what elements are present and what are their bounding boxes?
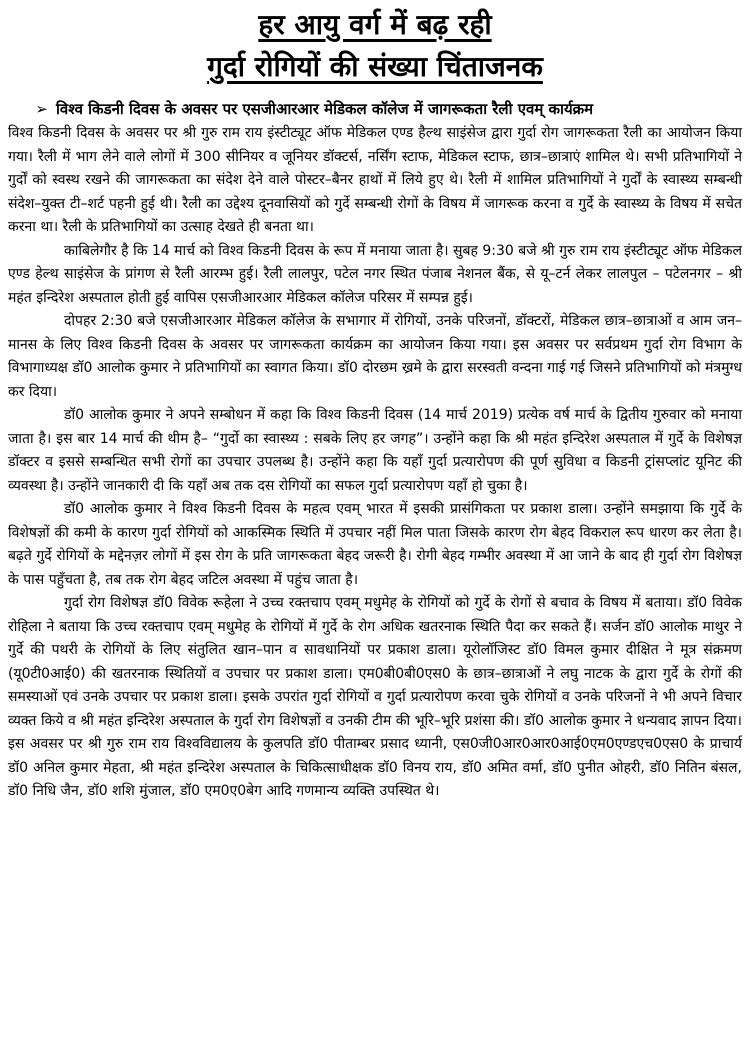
paragraph-3: दोपहर 2:30 बजे एसजीआरआर मेडिकल कॉलेज के सभागार में रोगियों, उनके परिजनों, डॉक्टरों, मेडिकल छात्र–छात्राओं व आम जन–मानस के लिए विश्व किडनी दिवस के अवसर पर जागरूकता कार्यक्रम का आयोजन किया गया। इस अवसर पर सर्वप्रथम गुर्दा रोग विभाग के विभागाध्यक्ष डॉ0 आलोक कुमार ने प्रतिभागियों का स्वागत किया। डॉ0 दोरछम ख्रमे के द्वारा सरस्वती वन्दना गाई गई जिसने प्रतिभागियों को मंत्रमुग्ध कर दिया। [8, 313, 742, 400]
paragraph-1: विश्व किडनी दिवस के अवसर पर श्री गुरु राम राय इंस्टीट्यूट ऑफ मेडिकल एण्ड हैल्थ साइंसेज द्वारा गुर्दा रोग जागरूकता रैली का आयोजन किया गया। रैली में भाग लेने वाले लोगों में 300 सीनियर व जूनियर डॉक्टर्स, नर्सिंग स्टाफ, मेडिकल स्टाफ, छात्र–छात्राएं शामिल थे। सभी प्रतिभागियों ने गुर्दों को स्वस्थ रखने की जागरूकता का संदेश देने वाले पोस्टर–बैनर हाथों में लिये हुए थे। रैली में शामिल प्रतिभागियों ने गुर्दों के स्वास्थ्य सम्बन्धी संदेश–युक्त टी–शर्ट पहनी हुई थी। रैली का उद्देश्य दूनवासियों को गुर्दे सम्बन्धी रोगों के विषय में जागरूक करना व गुर्दे के स्वास्थ्य के विषय में सचेत करना था। रैली के प्रतिभागियों का उत्साह देखते ही बनता था। [8, 125, 742, 235]
paragraph-6: गुर्दा रोग विशेषज्ञ डॉ0 विवेक रूहेला ने उच्च रक्तचाप एवम् मधुमेह के रोगियों को गुर्दे के रोगों से बचाव के विषय में बताया। डॉ0 विवेक रोहिला ने बताया कि उच्च रक्तचाप एवम् मधुमेह के रोगियों में गुर्दे के रोग अधिक खतरनाक स्थिति पैदा कर सकते हैं। सर्जन डॉ0 आलोक माथुर ने गुर्दे की पथरी के रोगियों के लिए संतुलित खान–पान व सावधानियों पर प्रकाश डाला। यूरोलॉजिस्ट डॉ0 विमल कुमार दीक्षित ने मूत्र संक्रमण (यू0टी0आई0) की खतरनाक स्थितियों व उपचार पर प्रकाश डाला। एम0बी0बी0एस0 के छात्र–छात्राओं ने लघु नाटक के द्वारा गुर्दे के रोगों की समस्याओं एवं उनके उपचार पर प्रकाश डाला। इसके उपरांत गुर्दा रोगियों व गुर्दा प्रत्यारोपण करवा चुके रोगियों व उनके परिजनों ने भी अपने विचार व्यक्त किये व श्री महंत इन्दिरेश अस्पताल के गुर्दा रोग विशेषज्ञों व उनकी टीम की भूरि–भूरि प्रशंसा की। डॉ0 आलोक कुमार ने धन्यवाद ज्ञापन दिया। इस अवसर पर श्री गुरु राम राय विश्वविद्यालय के कुलपति डॉ0 पीताम्बर प्रसाद ध्यानी, एस0जी0आर0आर0आई0एम0एण्डएच0एस0 के प्राचार्य डॉ0 अनिल कुमार मेहता, श्री महंत इन्दिरेश अस्पताल के चिकित्साधीक्षक डॉ0 विनय राय, डॉ0 अमित वर्मा, डॉ0 पुनीत ओहरी, डॉ0 नितिन बंसल, डॉ0 निधि जैन, डॉ0 शशि मुंजाल, डॉ0 एम0ए0बेग आदि गणमान्य व्यक्ति उपस्थित थे। [8, 595, 742, 799]
paragraph-2: काबिलेगौर है कि 14 मार्च को विश्व किडनी दिवस के रूप में मनाया जाता है। सुबह 9:30 बजे श्री गुरु राम राय इंस्टीट्यूट ऑफ मेडिकल एण्ड हेल्थ साइंसेज के प्रांगण से रैली आरम्भ हुई। रैली लालपुर, पटेल नगर स्थित पंजाब नेशनल बैंक, से यू–टर्न लेकर लालपुल – पटेलनगर – श्री महंत इन्दिरेश अस्पताल होती हुई वापिस एसजीआरआर मेडिकल कॉलेज परिसर में सम्पन्न हुई। [8, 242, 742, 306]
headline-line-1: हर आयु वर्ग में बढ़ रही [258, 8, 492, 41]
headline [8, 4, 742, 88]
subheading [8, 98, 742, 120]
arrow-bullet-icon: ➢ [35, 100, 48, 118]
subheading-text: विश्व किडनी दिवस के अवसर पर एसजीआरआर मेडिकल कॉलेज में जागरूकता रैली एवम् कार्यक्रम [56, 100, 594, 118]
article-body [8, 122, 742, 804]
headline-line-2: गुर्दा रोगियों की संख्या चिंताजनक [207, 50, 543, 83]
paragraph-5: डॉ0 आलोक कुमार ने विश्व किडनी दिवस के महत्व एवम् भारत में इसकी प्रासंगिकता पर प्रकाश डाला। उन्होंने समझाया कि गुर्दे के विशेषज्ञों की कमी के कारण गुर्दा रोगियों को आकस्मिक स्थिति में उपचार नहीं मिल पाता जिसके कारण रोग बेहद विकराल रूप धारण कर लेता है। बढ़ते गुर्दे रोगियों के मद्देनज़र लोगों में इस रोग के प्रति जागरूकता बेहद जरूरी है। रोगी बेहद गम्भीर अवस्था में आ जाने के बाद ही गुर्दा रोग विशेषज्ञ के पास पहुँचता है, तब तक रोग बेहद जटिल अवस्था में पहुंच जाता है। [8, 501, 742, 588]
paragraph-4: डॉ0 आलोक कुमार ने अपने सम्बोधन में कहा कि विश्व किडनी दिवस (14 मार्च 2019) प्रत्येक वर्ष मार्च के द्वितीय गुरुवार को मनाया जाता है। इस बार 14 मार्च की थीम है– “गुर्दो का स्वास्थ्य : सबके लिए हर जगह”। उन्होंने कहा कि श्री महंत इन्दिरेश अस्पताल में गुर्दे के विशेषज्ञ डॉक्टर व इससे सम्बन्धित सभी रोगों का उपचार उपलब्ध है। उन्होंने कहा कि यहॉं गुर्दा प्रत्यारोपण की पूर्ण सुविधा व किडनी ट्रांसप्लांट यूनिट की व्यवस्था है। उन्होंने जानकारी दी कि यहॉं अब तक दस रोगियों का सफल गुर्दा प्रत्यारोपण यहॉं हो चुका है। [8, 407, 742, 494]
